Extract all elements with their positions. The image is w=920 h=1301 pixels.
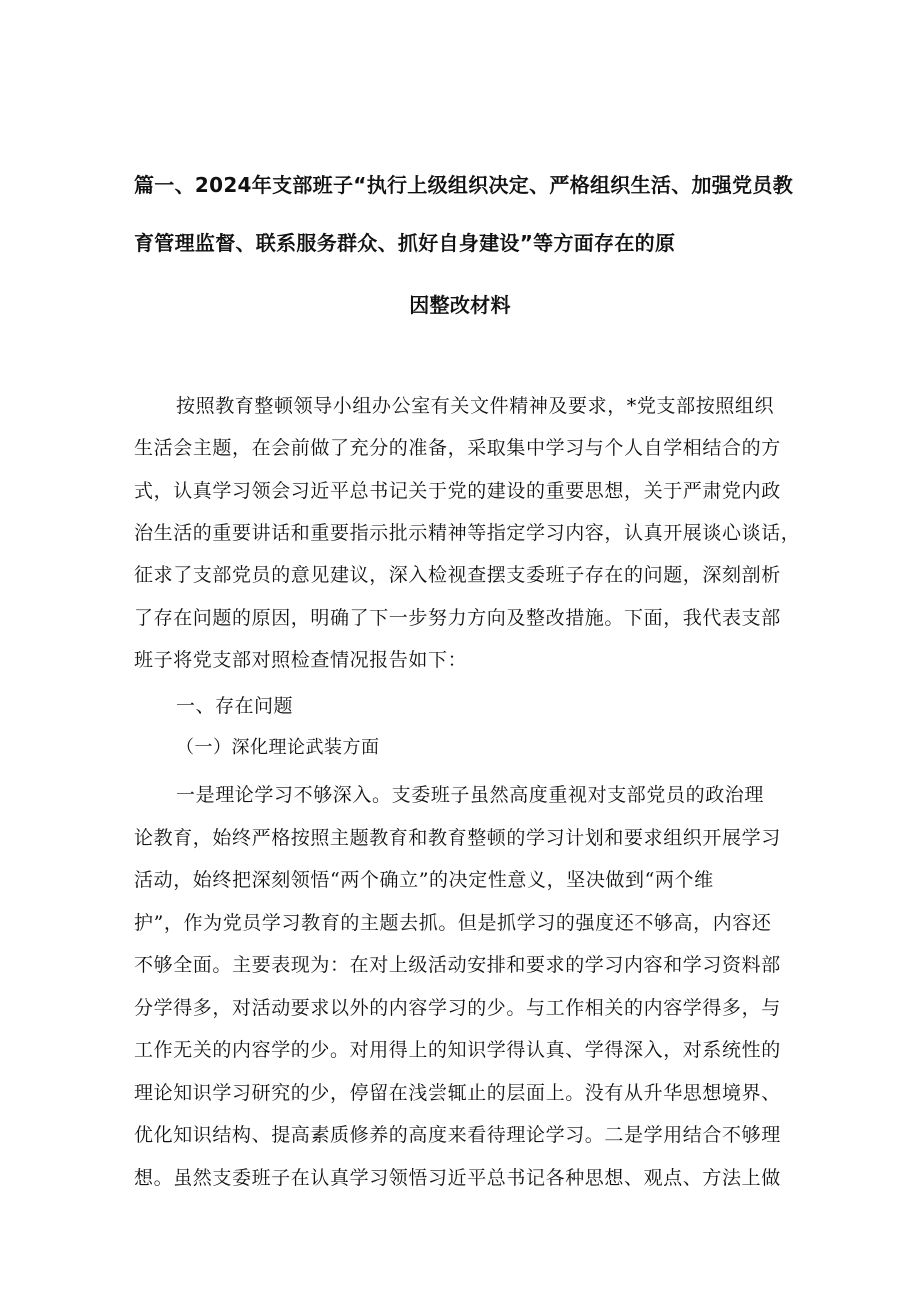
body-line-9: 优化知识结构、提高素质修养的高度来看待理论学习。二是学用结合不够理 <box>134 1124 781 1146</box>
document-title-line-1: 篇一、2024年支部班子“执行上级组织决定、严格组织生活、加强党员教 <box>134 173 794 197</box>
intro-line-7: 班子将党支部对照检查情况报告如下： <box>134 649 468 671</box>
intro-line-6: 了存在问题的原因，明确了下一步努力方向及整改措施。下面，我代表支部 <box>134 607 781 629</box>
body-line-4: 护”，作为党员学习教育的主题去抓。但是抓学习的强度还不够高，内容还 <box>134 912 772 934</box>
subsection-heading: （一）深化理论武装方面 <box>176 737 380 758</box>
body-line-2: 论教育，始终严格按照主题教育和教育整顿的学习计划和要求组织开展学习 <box>134 827 781 849</box>
body-line-7: 工作无关的内容学的少。对用得上的知识学得认真、学得深入，对系统性的 <box>134 1039 781 1061</box>
body-line-1: 一是理论学习不够深入。支委班子虽然高度重视对支部党员的政治理 <box>176 784 765 806</box>
body-line-8: 理论知识学习研究的少，停留在浅尝辄止的层面上。没有从升华思想境界、 <box>134 1082 781 1104</box>
body-line-5: 不够全面。主要表现为：在对上级活动安排和要求的学习内容和学习资料部 <box>134 954 781 976</box>
section-heading: 一、存在问题 <box>176 695 294 717</box>
body-line-3: 活动，始终把深刻领悟“两个确立”的决定性意义，坚决做到“两个维 <box>134 869 714 891</box>
document-title-line-2: 育管理监督、联系服务群众、抓好自身建设”等方面存在的原 <box>134 231 676 255</box>
intro-line-3: 式，认真学习领会习近平总书记关于党的建设的重要思想，关于严肃党内政 <box>134 480 781 502</box>
body-line-6: 分学得多，对活动要求以外的内容学习的少。与工作相关的内容学得多，与 <box>134 997 781 1019</box>
intro-line-5: 征求了支部党员的意见建议，深入检视查摆支委班子存在的问题，深刻剖析 <box>134 564 781 586</box>
intro-line-1: 按照教育整顿领导小组办公室有关文件精神及要求，*党支部按照组织 <box>176 395 775 417</box>
body-line-10: 想。虽然支委班子在认真学习领悟习近平总书记各种思想、观点、方法上做 <box>134 1167 781 1189</box>
intro-line-4: 治生活的重要讲话和重要指示批示精神等指定学习内容，认真开展谈心谈话， <box>134 522 801 544</box>
intro-line-2: 生活会主题，在会前做了充分的准备，采取集中学习与个人自学相结合的方 <box>134 437 781 459</box>
document-title-line-3: 因整改材料 <box>409 293 511 317</box>
